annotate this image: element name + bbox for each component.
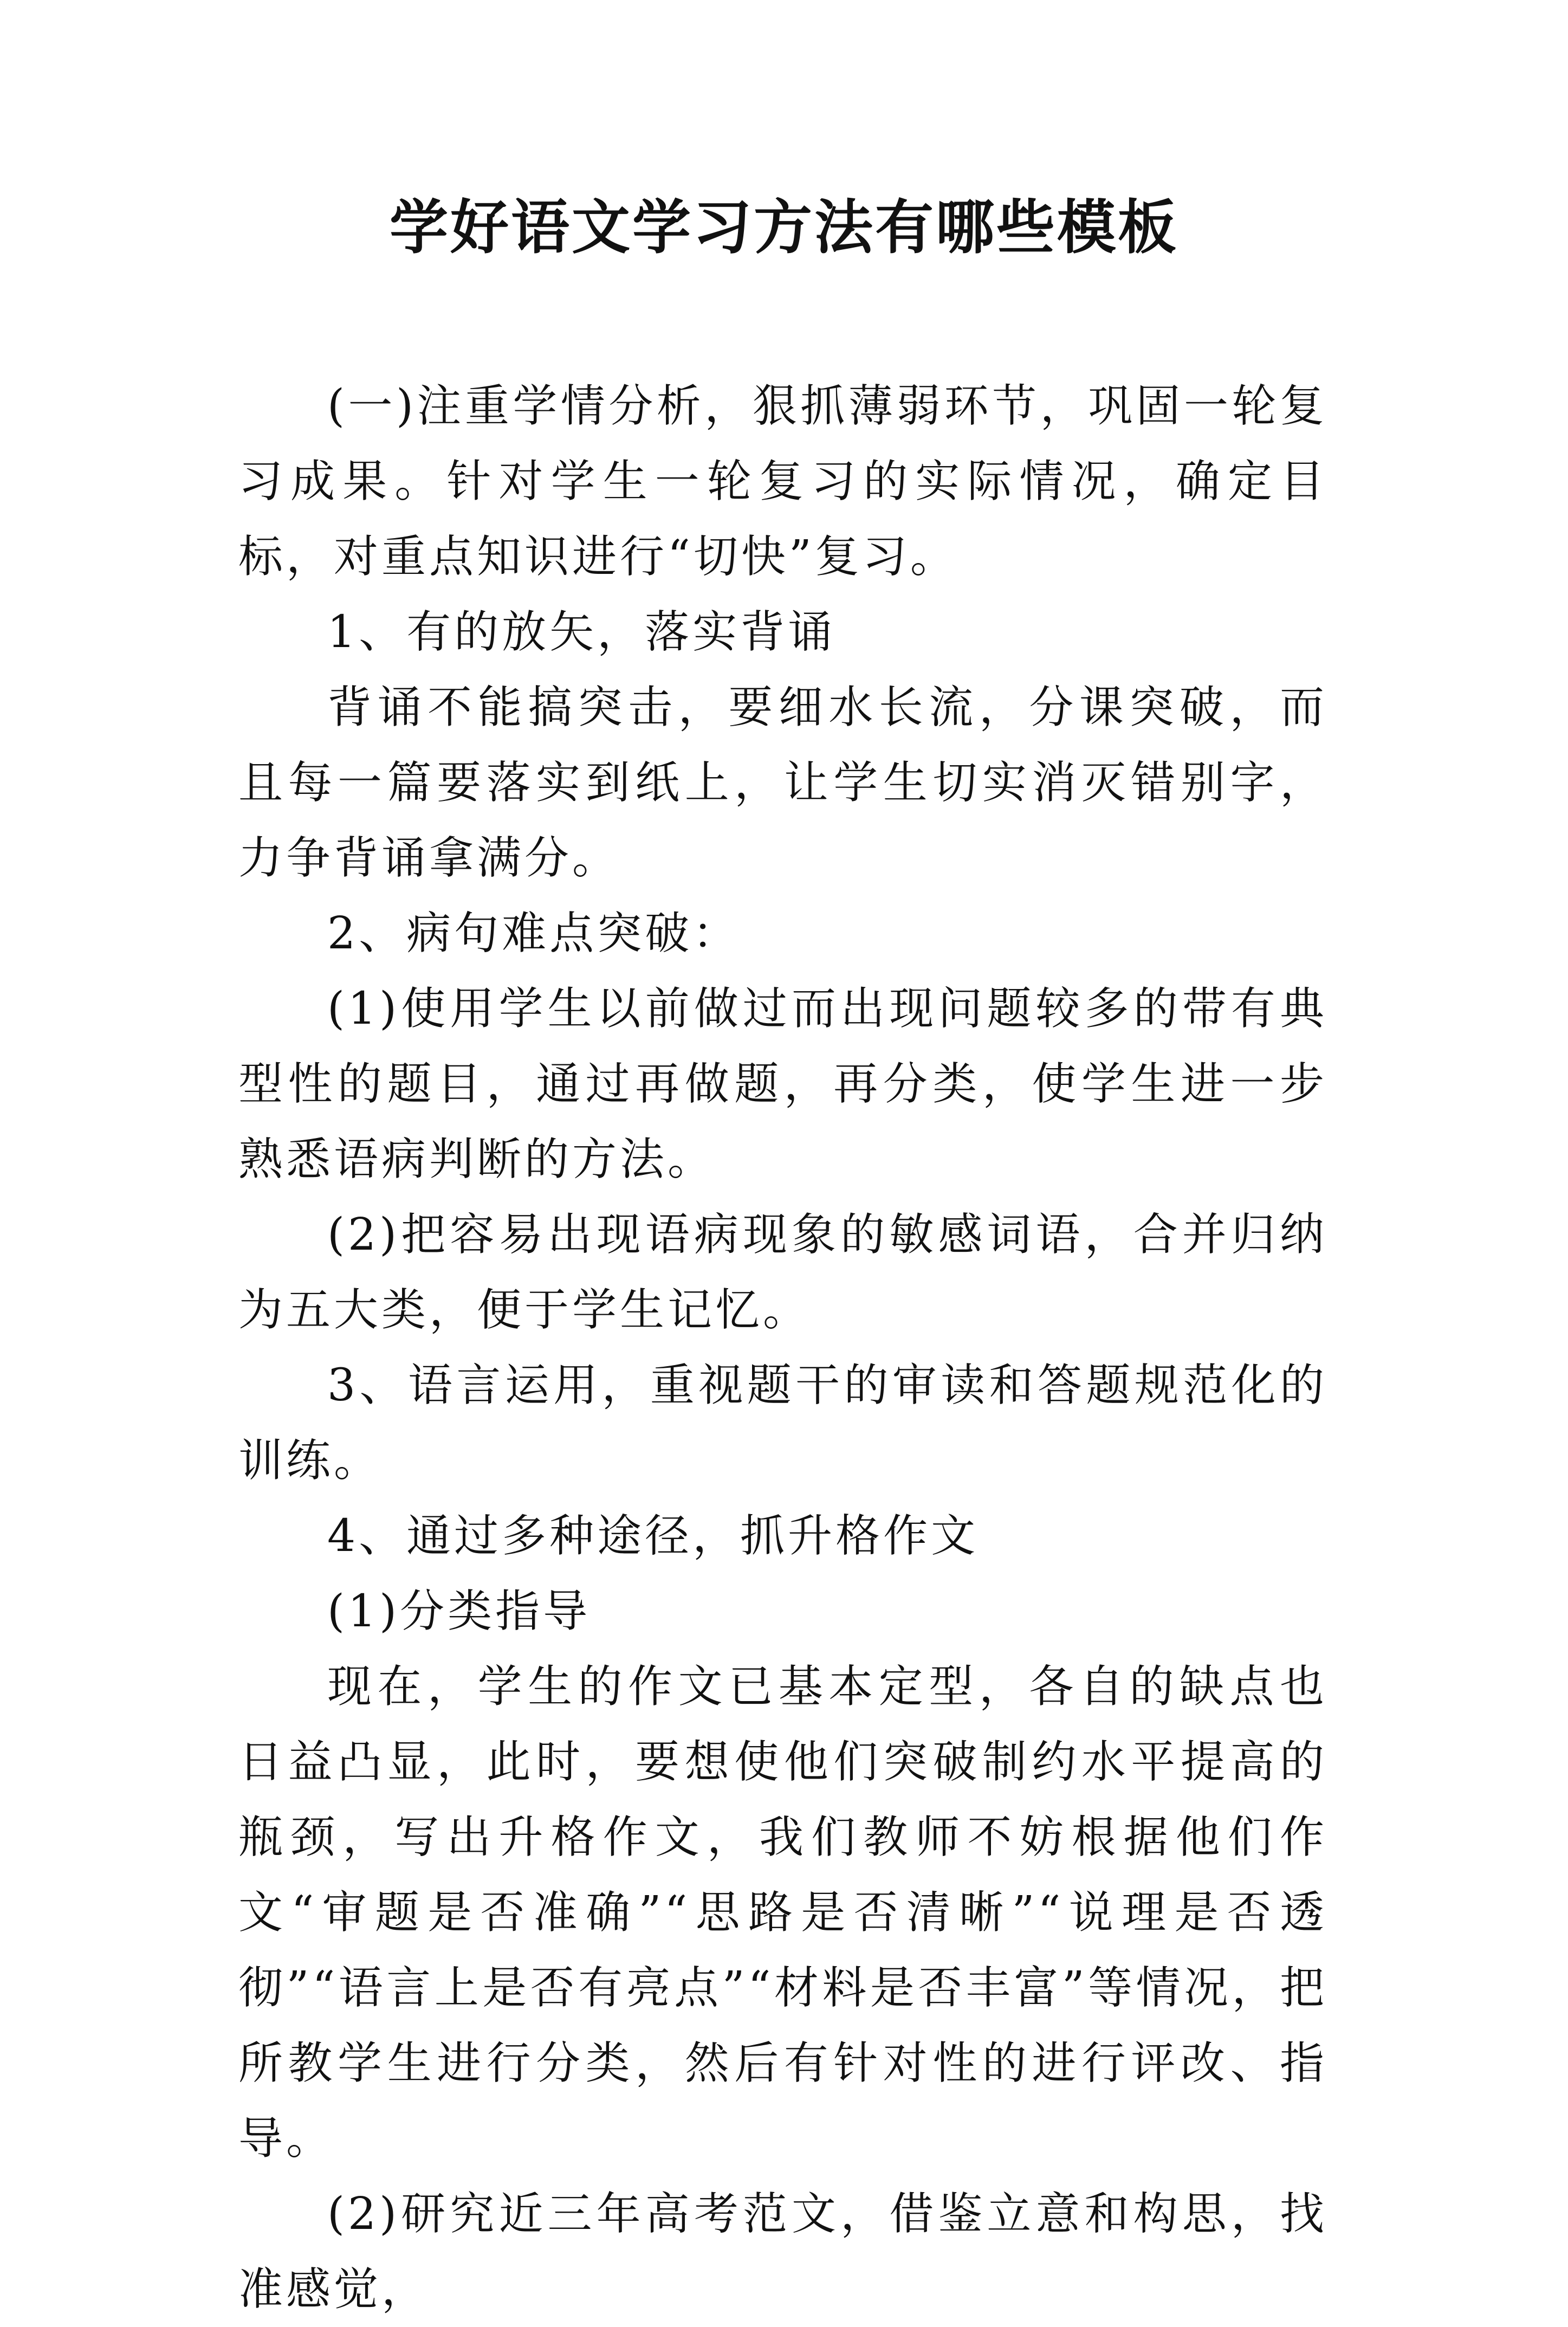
paragraph-review-strategy: (一)注重学情分析，狠抓薄弱环节，巩固一轮复习成果。针对学生一轮复习的实际情况，确定目标，对重点知识进行“切快”复习。 — [238, 380, 1327, 583]
paragraph-heading-sentence-errors: 2、病句难点突破： — [327, 908, 741, 959]
paragraph-heading-composition: 4、通过多种途径，抓升格作文 — [327, 1510, 979, 1562]
paragraph-heading-categorized-guidance: (1)分类指导 — [327, 1586, 591, 1637]
paragraph-recitation: 背诵不能搞突击，要细水长流，分课突破，而且每一篇要落实到纸上，让学生切实消灭错别字，力争背诵拿满分。 — [238, 682, 1327, 884]
paragraph-model-essays: (2)研究近三年高考范文，借鉴立意和构思，找准感觉， — [238, 2188, 1327, 2315]
document-body — [238, 369, 1327, 2327]
paragraph-language-use: 3、语言运用，重视题干的审读和答题规范化的训练。 — [238, 1360, 1327, 1486]
paragraph-heading-recitation: 1、有的放矢，落实背诵 — [327, 606, 836, 658]
document-title: 学好语文学习方法有哪些模板 — [389, 193, 1178, 262]
paragraph-sentence-errors-2: (2)把容易出现语病现象的敏感词语，合并归纳为五大类，便于学生记忆。 — [238, 1209, 1327, 1336]
paragraph-sentence-errors-1: (1)使用学生以前做过而出现问题较多的带有典型性的题目，通过再做题，再分类，使学生进一步熟悉语病判断的方法。 — [238, 983, 1327, 1185]
paragraph-categorized-guidance: 现在，学生的作文已基本定型，各自的缺点也日益凸显，此时，要想使他们突破制约水平提高的瓶颈，写出升格作文，我们教师不妨根据他们作文“审题是否准确”“思路是否清晰”“说理是否透彻”“语言上是否有亮点”“材料是否丰富”等情况，把所教学生进行分类，然后有针对性的进行评改、指导。 — [238, 1661, 1327, 2164]
